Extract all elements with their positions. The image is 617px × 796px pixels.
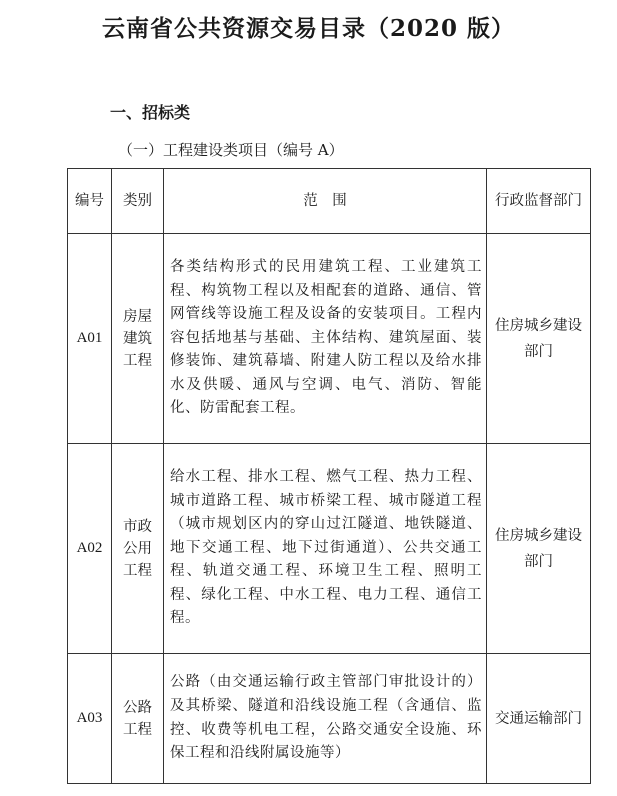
table-row (68, 444, 591, 654)
row-dept: 住房城乡建设部门 (487, 234, 591, 444)
section-heading: 一、招标类 (110, 103, 191, 122)
header-scope: 范 围 (164, 169, 487, 234)
row-scope: 各类结构形式的民用建筑工程、工业建筑工程、构筑物工程以及相配套的道路、通信、管网管线等设施工程及设备的安装项目。工程内容包括地基与基础、主体结构、建筑屋面、装修装饰、建筑幕墙、附建人防工程以及给水排水及供暖、通风与空调、电气、消防、智能化、防雷配套工程。 (164, 234, 487, 444)
row-dept: 交通运输部门 (487, 654, 591, 784)
table-row (68, 654, 591, 784)
row-category: 房屋建筑工程 (112, 234, 164, 444)
row-dept: 住房城乡建设部门 (487, 444, 591, 654)
table-row (68, 234, 591, 444)
row-scope: 给水工程、排水工程、燃气工程、热力工程、城市道路工程、城市桥梁工程、城市隧道工程（城市规划区内的穿山过江隧道、地铁隧道、地下交通工程、地下过街通道）、公共交通工程、轨道交通工程、环境卫生工程、照明工程、绿化工程、中水工程、电力工程、通信工程。 (164, 444, 487, 654)
catalog-table (67, 168, 591, 784)
document-title: 云南省公共资源交易目录（2020 版） (101, 15, 516, 42)
row-code: A02 (68, 444, 112, 654)
header-dept: 行政监督部门 (487, 169, 591, 234)
subsection-heading: （一）工程建设类项目（编号 A） (118, 141, 344, 159)
row-scope: 公路（由交通运输行政主管部门审批设计的）及其桥梁、隧道和沿线设施工程（含通信、监控、收费等机电工程，公路交通安全设施、环保工程和沿线附属设施等） (164, 654, 487, 784)
row-category: 公路工程 (112, 654, 164, 784)
header-code: 编号 (68, 169, 112, 234)
header-category: 类别 (112, 169, 164, 234)
row-code: A01 (68, 234, 112, 444)
table-header-row (68, 169, 591, 234)
row-category: 市政公用工程 (112, 444, 164, 654)
row-code: A03 (68, 654, 112, 784)
